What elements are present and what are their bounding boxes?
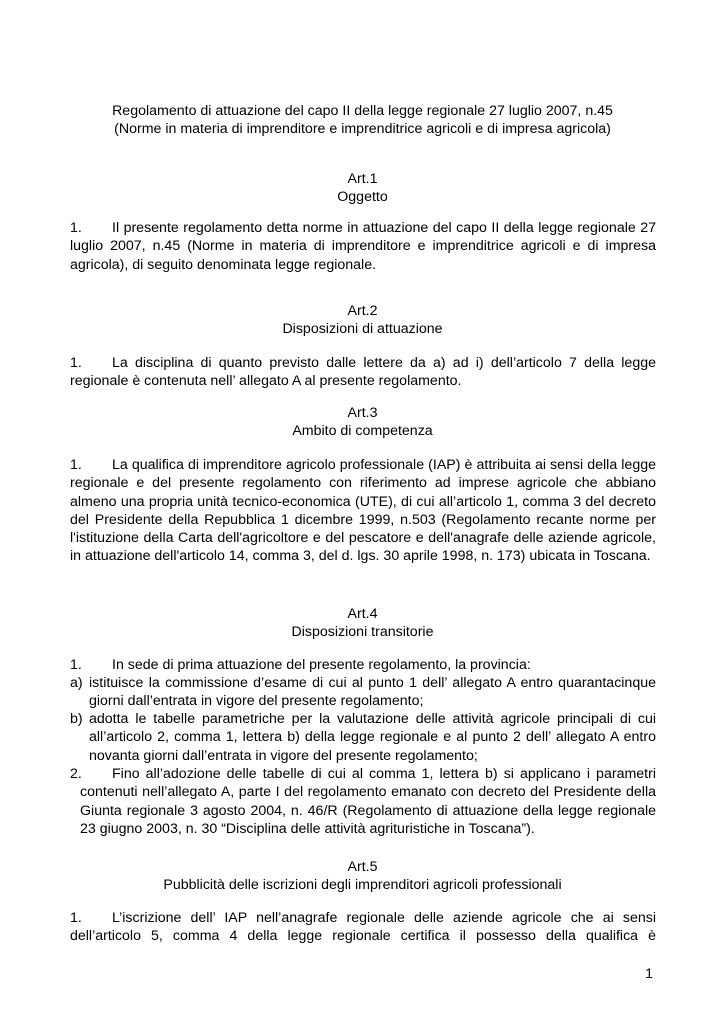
art4-p1-number: 1. [70,657,82,673]
art3-p1-number: 1. [70,457,82,473]
art4-p1-text: In sede di prima attuazione del presente regolamento, la provincia: [112,657,531,673]
art1-heading: Art.1 [347,171,378,187]
art5-p1-number: 1. [70,910,82,926]
art3-heading-block [70,404,655,441]
art2-heading-block [70,302,655,339]
art4-item-b-text: adotta le tabelle parametriche per la valutazione delle attività agricole principali di cui all’articolo 2, comma 1, lettera b) della legge regionale e al punto 2 dell’ allegato A entro novanta giorni dall’entrata in vigore del presente regolamento; [89,711,656,764]
art2-paragraph-1 [70,354,656,391]
art1-p1-number: 1. [70,220,82,236]
art4-p2-text: Fino all’adozione delle tabelle di cui al comma 1, lettera b) si applicano i parametri contenuti nell’allegato A, parte I del regolamento emanato con decreto del Presidente della Giunta regionale 3 agosto 2004, n. 46/R (Regolamento di attuazione della legge regionale 23 giugno 2003, n. 30 “Disciplina delle attività agrituristiche in Toscana”). [80,766,656,837]
page-number: 1 [645,966,653,982]
art4-paragraph-2 [70,765,656,838]
art4-item-a-marker: a) [70,675,83,691]
art4-item-a-text: istituisce la commissione d’esame di cui al punto 1 dell’ allegato A entro quarantacinque giorni dall’entrata in vigore del presente regolamento; [89,675,656,710]
art5-subheading: Pubblicità delle iscrizioni degli imprenditori agricoli professionali [163,877,562,894]
art5-p1-text: L’iscrizione dell’ IAP nell’anagrafe regionale delle aziende agricole che ai sensi dell’articolo 5, comma 4 della legge regionale certifica il possesso della qualifica è [70,910,656,945]
art2-p1-number: 1. [70,355,82,371]
art4-p2-number: 2. [70,766,82,782]
art3-heading: Art.3 [347,405,378,421]
art4-item-a [70,674,656,711]
art4-item-b-marker: b) [70,711,83,727]
art3-paragraph-1 [70,456,656,566]
art1-subheading: Oggetto [337,189,388,206]
art1-paragraph-1 [70,219,656,274]
art1-heading-block [70,170,655,207]
art4-subheading: Disposizioni transitorie [291,624,434,641]
art3-subheading: Ambito di competenza [292,423,433,440]
art5-heading: Art.5 [347,859,378,875]
art3-p1-text: La qualifica di imprenditore agricolo professionale (IAP) è attribuita ai sensi della legge regionale e del presente regolamento con riferimento ad imprese agricole che abbiano almeno una propria unità tecnico-economica (UTE), di cui all’articolo 1, comma 3 del decreto del Presidente della Repubblica 1 dicembre 1999, n.503 (Regolamento recante norme per l'istituzione della Carta dell'agricoltore e del pescatore e dell'anagrafe delle aziende agricole, in attuazione dell'articolo 14, comma 3, del d. lgs. 30 aprile 1998, n. 173) ubicata in Toscana. [70,457,656,565]
art2-heading: Art.2 [347,303,378,319]
art2-p1-text: La disciplina di quanto previsto dalle lettere da a) ad i) dell’articolo 7 della legge regionale è contenuta nell’ allegato A al presente regolamento. [70,355,656,390]
title-line-2: (Norme in materia di imprenditore e imprenditrice agricoli e di impresa agricola) [114,121,611,138]
art5-paragraph-1 [70,909,656,946]
art5-heading-block [70,858,655,895]
title-line-1: Regolamento di attuazione del capo II della legge regionale 27 luglio 2007, n.45 [112,103,613,119]
document-title [70,102,655,139]
art4-heading: Art.4 [347,606,378,622]
art4-heading-block [70,605,655,642]
art1-p1-text: Il presente regolamento detta norme in attuazione del capo II della legge regionale 27 luglio 2007, n.45 (Norme in materia di imprenditore e imprenditrice agricoli e di impresa agricola), di seguito denominata legge regionale. [70,220,656,273]
art2-subheading: Disposizioni di attuazione [282,321,443,338]
art4-item-b [70,710,656,765]
art4-paragraph-1 [70,656,656,674]
